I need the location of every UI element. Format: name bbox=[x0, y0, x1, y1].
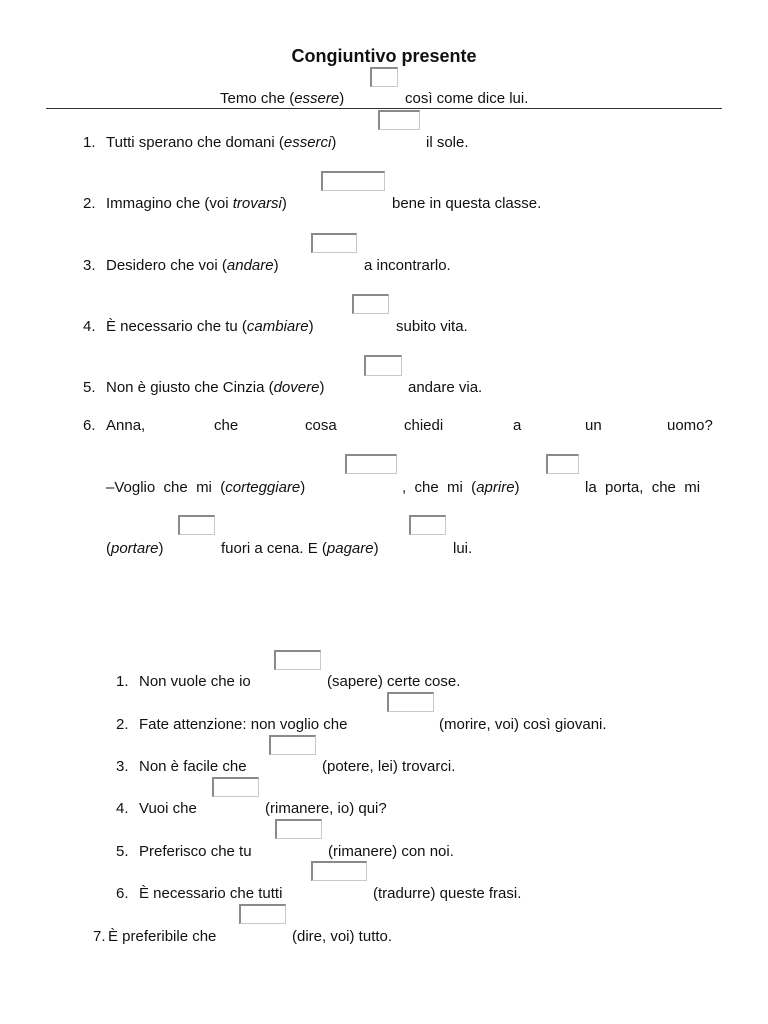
exercise1-item1-answer-field[interactable] bbox=[378, 110, 420, 130]
exercise1-item1-sentence: Tutti sperano che domani (esserci) bbox=[106, 134, 337, 151]
exercise2-item7-answer-field[interactable] bbox=[239, 904, 286, 924]
exercise2-item5-after: (rimanere) con noi. bbox=[328, 843, 454, 860]
exercise1-item6-answer-field-2[interactable] bbox=[546, 454, 579, 474]
exercise2-item7-before: È preferibile che bbox=[108, 928, 217, 945]
exercise1-item5-sentence: Non è giusto che Cinzia (dovere) bbox=[106, 379, 325, 396]
exercise1-item6-word: uomo? bbox=[667, 417, 713, 434]
exercise2-item2-number: 2. bbox=[116, 716, 129, 733]
exercise2-item6-before: È necessario che tutti bbox=[139, 885, 283, 902]
page-title: Congiuntivo presente bbox=[291, 46, 477, 66]
exercise2-item6-after: (tradurre) queste frasi. bbox=[373, 885, 522, 902]
exercise2-item2-before: Fate attenzione: non voglio che bbox=[139, 716, 348, 733]
exercise1-item1-end: il sole. bbox=[426, 134, 469, 151]
exercise1-item6-line2-end: la porta, che mi bbox=[585, 479, 701, 496]
exercise2-item1-number: 1. bbox=[116, 673, 129, 690]
exercise2-item2-answer-field[interactable] bbox=[387, 692, 434, 712]
exercise1-item3-sentence: Desidero che voi (andare) bbox=[106, 257, 279, 274]
example-answer-field[interactable] bbox=[370, 67, 398, 87]
exercise1-item3-number: 3. bbox=[83, 257, 96, 274]
exercise1-item4-end: subito vita. bbox=[396, 318, 468, 335]
exercise1-item6-word: a bbox=[513, 417, 522, 434]
exercise1-item2-end: bene in questa classe. bbox=[392, 195, 542, 212]
exercise2-item6-answer-field[interactable] bbox=[311, 861, 367, 881]
exercise1-item4-sentence: È necessario che tu (cambiare) bbox=[106, 318, 314, 335]
exercise1-item4-answer-field[interactable] bbox=[352, 294, 389, 314]
exercise1-item3-end: a incontrarlo. bbox=[364, 257, 451, 274]
exercise1-item6-word: che bbox=[214, 417, 239, 434]
exercise2-item6-number: 6. bbox=[116, 885, 129, 902]
exercise1-item6-line2-mid: , che mi (aprire) bbox=[402, 479, 520, 496]
exercise1-item6-answer-field-3[interactable] bbox=[178, 515, 215, 535]
exercise1-item5-number: 5. bbox=[83, 379, 96, 396]
exercise2-item3-after: (potere, lei) trovarci. bbox=[322, 758, 456, 775]
exercise1-item6-word: un bbox=[585, 417, 602, 434]
exercise1-item2-number: 2. bbox=[83, 195, 96, 212]
exercise1-item6-answer-field-4[interactable] bbox=[409, 515, 446, 535]
exercise2-item1-after: (sapere) certe cose. bbox=[327, 673, 461, 690]
divider-line bbox=[46, 108, 722, 109]
exercise1-item4-number: 4. bbox=[83, 318, 96, 335]
exercise1-item6-word: Anna, bbox=[106, 417, 146, 434]
exercise1-item5-answer-field[interactable] bbox=[364, 355, 402, 376]
exercise1-item6-line3-end: lui. bbox=[453, 540, 473, 557]
exercise2-item4-before: Vuoi che bbox=[139, 800, 197, 817]
exercise1-item6-answer-field-1[interactable] bbox=[345, 454, 397, 474]
exercise2-item1-before: Non vuole che io bbox=[139, 673, 251, 690]
exercise1-item6-line3: (portare) bbox=[106, 540, 164, 557]
exercise1-item3-answer-field[interactable] bbox=[311, 233, 357, 253]
exercise2-item4-after: (rimanere, io) qui? bbox=[265, 800, 387, 817]
exercise2-item5-before: Preferisco che tu bbox=[139, 843, 252, 860]
exercise1-item6-line3-mid: fuori a cena. E (pagare) bbox=[221, 540, 379, 557]
exercise2-item4-number: 4. bbox=[116, 800, 129, 817]
exercise2-item7-after: (dire, voi) tutto. bbox=[292, 928, 393, 945]
exercise2-item5-number: 5. bbox=[116, 843, 129, 860]
exercise2-item5-answer-field[interactable] bbox=[275, 819, 322, 839]
example-sentence-end: così come dice lui. bbox=[405, 90, 529, 107]
exercise2-item3-number: 3. bbox=[116, 758, 129, 775]
exercise1-item1-number: 1. bbox=[83, 134, 96, 151]
example-verb: essere bbox=[294, 90, 340, 107]
exercise1-item6-line2: –Voglio che mi (corteggiare) bbox=[106, 479, 306, 496]
exercise1-item2-answer-field[interactable] bbox=[321, 171, 385, 191]
exercise2-item2-after: (morire, voi) così giovani. bbox=[439, 716, 607, 733]
exercise2-item3-before: Non è facile che bbox=[139, 758, 247, 775]
exercise2-item7-number: 7. bbox=[93, 928, 106, 945]
exercise2-item4-answer-field[interactable] bbox=[212, 777, 259, 797]
example-sentence: Temo che (essere) bbox=[220, 90, 345, 107]
exercise1-item6-word: cosa bbox=[305, 417, 337, 434]
exercise1-item6-number: 6. bbox=[83, 417, 96, 434]
exercise2-item1-answer-field[interactable] bbox=[274, 650, 321, 670]
exercise1-item5-end: andare via. bbox=[408, 379, 483, 396]
exercise2-item3-answer-field[interactable] bbox=[269, 735, 316, 755]
exercise1-item2-sentence: Immagino che (voi trovarsi) bbox=[106, 195, 287, 212]
exercise1-item6-word: chiedi bbox=[404, 417, 444, 434]
